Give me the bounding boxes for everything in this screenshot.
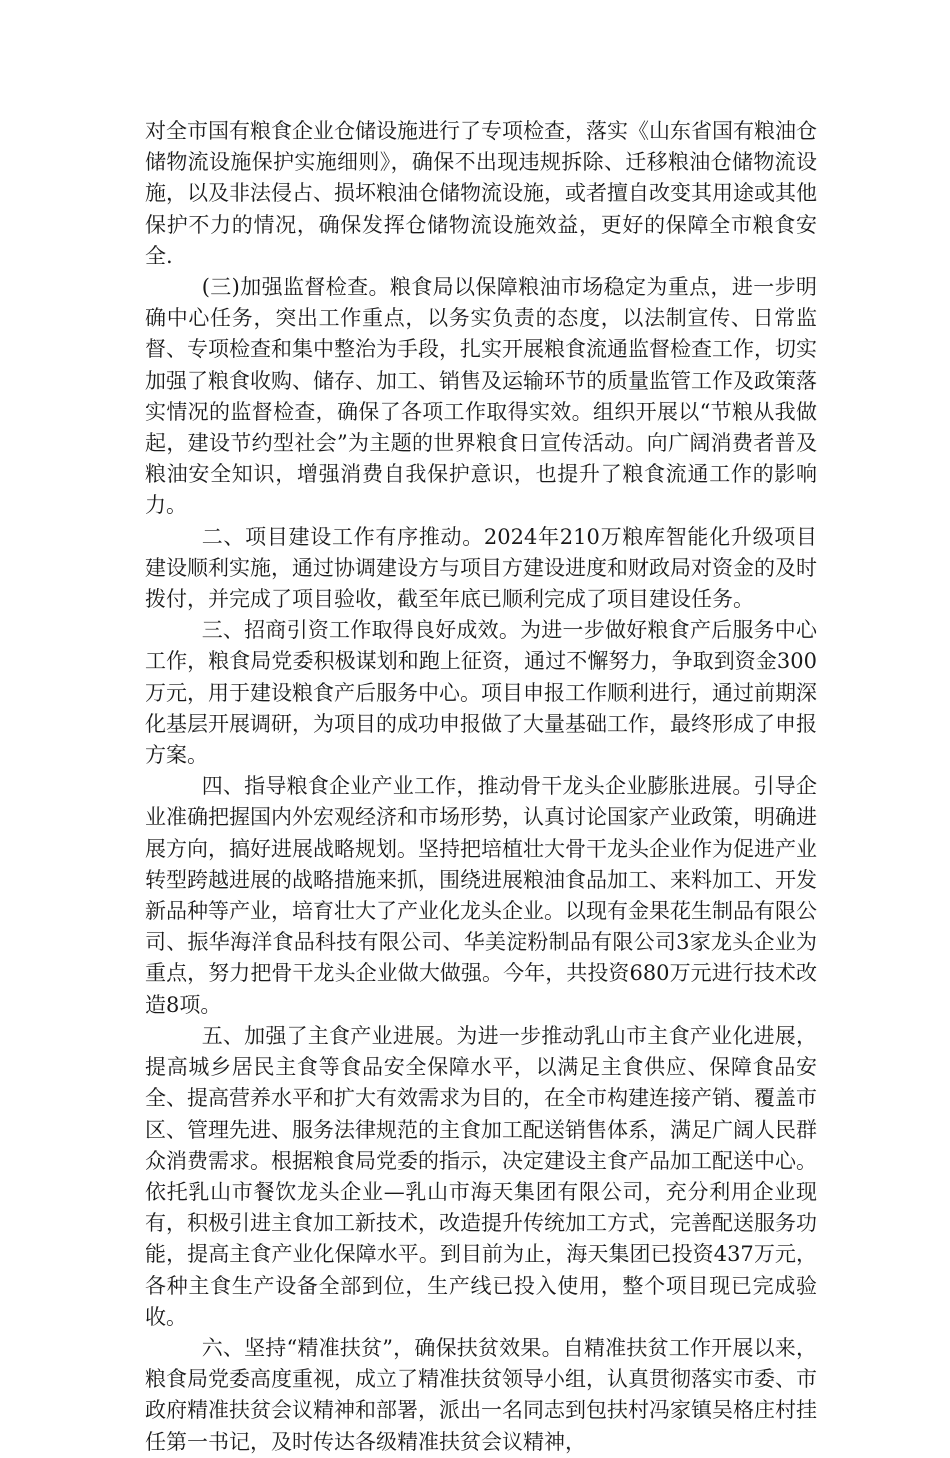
paragraph-enterprise-industry: 四、指导粮食企业产业工作，推动骨干龙头企业膨胀进展。引导企业准确把握国内外宏观经济和市场形势，认真讨论国家产业政策，明确进展方向，搞好进展战略规划。坚持把培植壮大骨干龙头企业作为促进产业转型跨越进展的战略措施来抓，围绕进展粮油食品加工、来料加工、开发新品种等产业，培育壮大了产业化龙头企业。以现有金果花生制品有限公司、振华海洋食品科技有限公司、华美淀粉制品有限公司3家龙头企业为重点，努力把骨干龙头企业做大做强。今年，共投资680万元进行技术改造8项。: [145, 774, 817, 1017]
paragraph-project-construction: 二、项目建设工作有序推动。2024年210万粮库智能化升级项目建设顺利实施，通过协调建设方与项目方建设进度和财政局对资金的及时拨付，并完成了项目验收，截至年底已顺利完成了项目建设任务。: [145, 524, 817, 612]
paragraph-investment-attraction: 三、招商引资工作取得良好成效。为进一步做好粮食产后服务中心工作，粮食局党委积极谋划和跑上征资，通过不懈努力，争取到资金300万元，用于建设粮食产后服务中心。项目申报工作顺利进行，通过前期深化基层开展调研，为项目的成功申报做了大量基础工作，最终形成了申报方案。: [145, 618, 817, 768]
document-body: [145, 116, 817, 1458]
paragraph-poverty-alleviation: 六、坚持“精准扶贫”，确保扶贫效果。自精准扶贫工作开展以来，粮食局党委高度重视，成立了精准扶贫领导小组，认真贯彻落实市委、市政府精准扶贫会议精神和部署，派出一名同志到包扶村冯家镇吴格庄村挂任第一书记，及时传达各级精准扶贫会议精神，: [145, 1335, 817, 1454]
paragraph-supervision-check: (三)加强监督检查。粮食局以保障粮油市场稳定为重点，进一步明确中心任务，突出工作重点，以务实负责的态度，以法制宣传、日常监督、专项检查和集中整治为手段，扎实开展粮食流通监督检查工作，切实加强了粮食收购、储存、加工、销售及运输环节的质量监管工作及政策落实情况的监督检查，确保了各项工作取得实效。组织开展以“节粮从我做起，建设节约型社会”为主题的世界粮食日宣传活动。向广阔消费者普及粮油安全知识，增强消费自我保护意识，也提升了粮食流通工作的影响力。: [145, 275, 817, 518]
paragraph-warehouse-inspection: 对全市国有粮食企业仓储设施进行了专项检查，落实《山东省国有粮油仓储物流设施保护实施细则》，确保不出现违规拆除、迁移粮油仓储物流设施，以及非法侵占、损坏粮油仓储物流设施，或者擅自改变其用途或其他保护不力的情况，确保发挥仓储物流设施效益，更好的保障全市粮食安全.: [145, 119, 817, 268]
paragraph-staple-food-industry: 五、加强了主食产业进展。为进一步推动乳山市主食产业化进展，提高城乡居民主食等食品安全保障水平，以满足主食供应、保障食品安全、提高营养水平和扩大有效需求为目的，在全市构建连接产销、覆盖市区、管理先进、服务法律规范的主食加工配送销售体系，满足广阔人民群众消费需求。根据粮食局党委的指示，决定建设主食产品加工配送中心。依托乳山市餐饮龙头企业—乳山市海天集团有限公司，充分利用企业现有，积极引进主食加工新技术，改造提升传统加工方式，完善配送服务功能，提高主食产业化保障水平。到目前为止，海天集团已投资437万元，各种主食生产设备全部到位，生产线已投入使用，整个项目现已完成验收。: [145, 1023, 817, 1329]
